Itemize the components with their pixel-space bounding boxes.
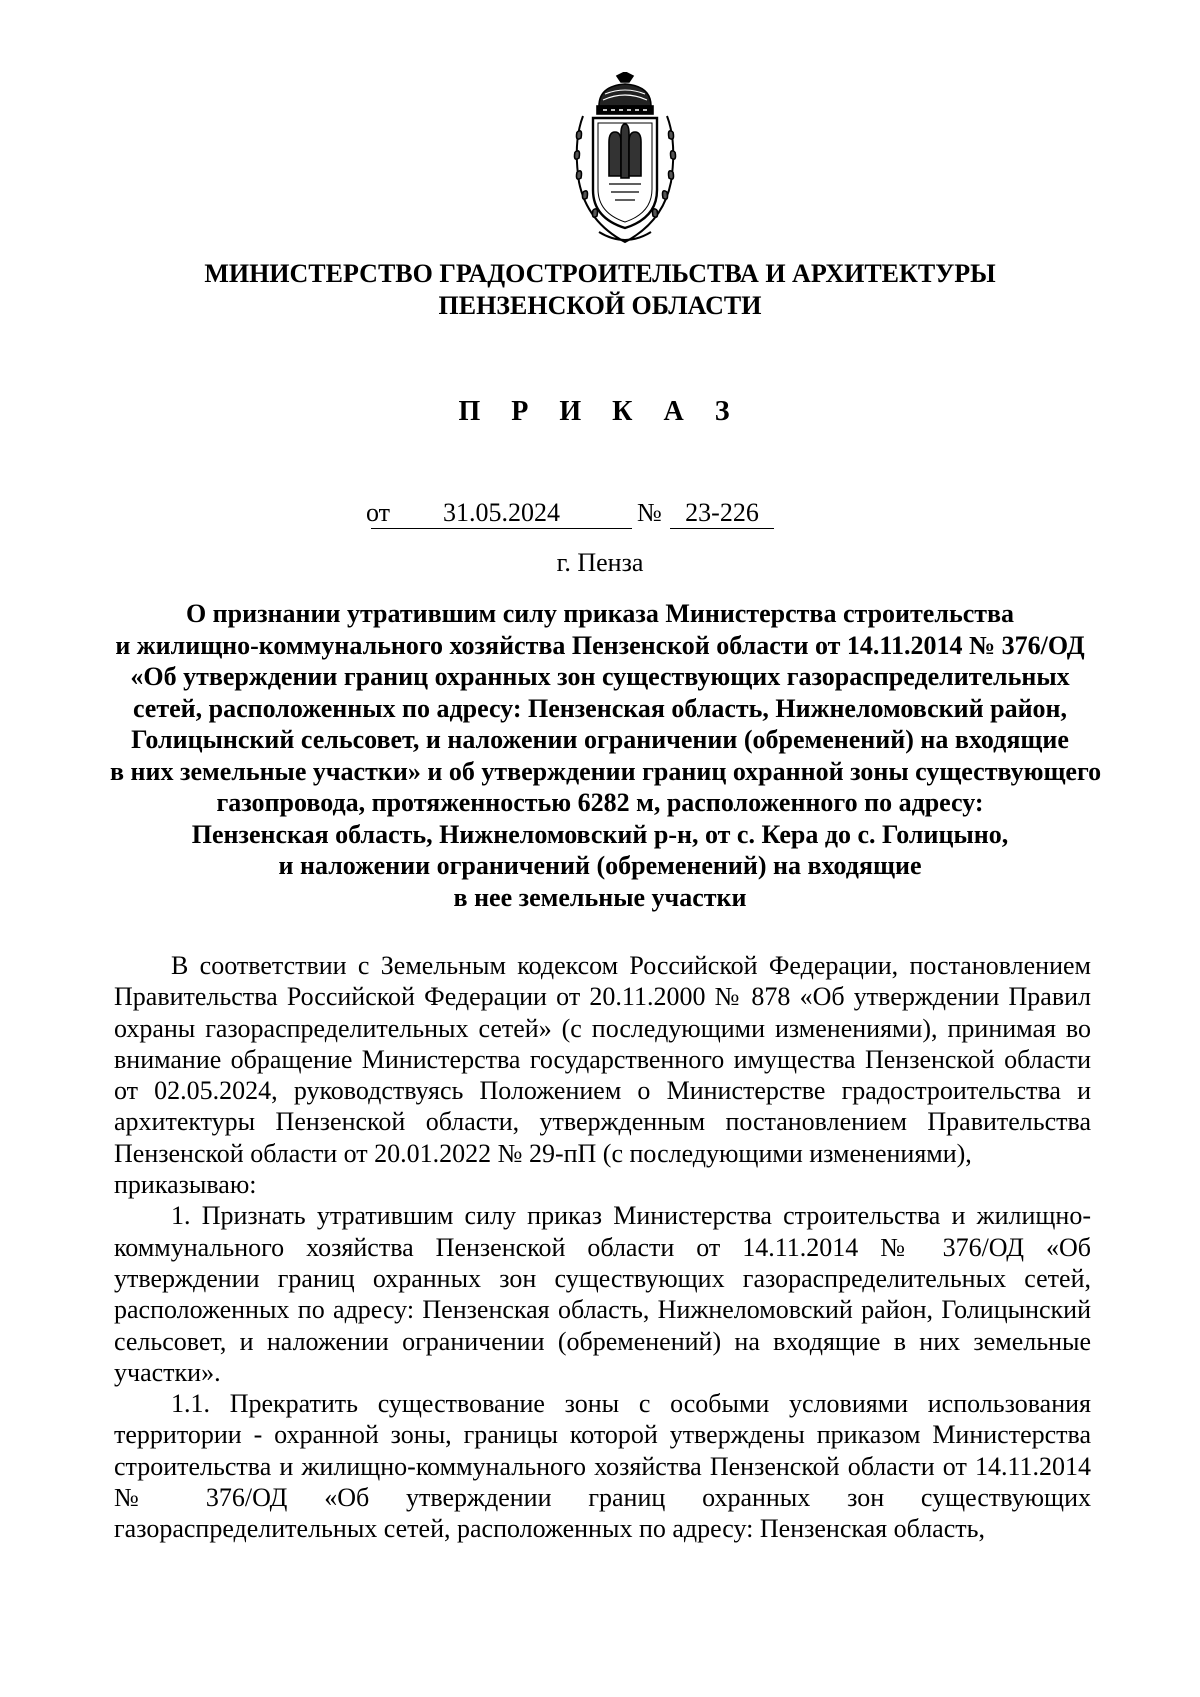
order-word: приказываю: [114,1170,257,1200]
ministry-name [100,258,1100,322]
order-city: г. Пенза [556,548,644,577]
title-line: и жилищно-коммунального хозяйства Пензенской области от 14.11.2014 № 376/ОД [115,630,1085,660]
ministry-name-line2: ПЕНЗЕНСКОЙ ОБЛАСТИ [438,291,762,320]
item-1-paragraph: 1. Признать утратившим силу приказ Министерства строительства и жилищно-коммунального хозяйства Пензенской области от 14.11.2014 № 376/ОД «Об утверждении границ охранных зон существующих газораспределительных сетей, расположенных по адресу: Пензенская область, Нижнеломовский район, Голицынский сельсовет, и наложении ограничении (обременений) на входящие в них земельные участки». [114,1201,1091,1387]
title-line: Пензенская область, Нижнеломовский р-н, от с. Кера до с. Голицыно, [191,819,1009,849]
date-label: от [366,498,391,527]
number-label: № [637,498,662,527]
title-line: «Об утверждении границ охранных зон существующих газораспределительных [130,662,1070,691]
title-line: в нее земельные участки [453,882,747,912]
preamble-paragraph: В соответствии с Земельным кодексом Российской Федерации, постановлением Правительства Российской Федерации от 20.11.2000 № 878 «Об утверждении Правил охраны газораспределительных сетей» (с последующими изменениями), принимая во внимание обращение Министерства государственного имущества Пензенской области от 02.05.2024, руководствуясь Положением о Министерстве градостроительства и архитектуры Пензенской области, утвержденным постановлением Правительства Пензенской области от 20.01.2022 № 29-пП (с последующими изменениями), [114,951,1091,1168]
item-1-1-paragraph: 1.1. Прекратить существование зоны с особыми условиями использования территории - охранной зоны, границы которой утверждены приказом Министерства строительства и жилищно-коммунального хозяйства Пензенской области от 14.11.2014 № 376/ОД «Об утверждении границ охранных зон существующих газораспределительных сетей, расположенных по адресу: Пензенская область, [114,1389,1091,1544]
document-title [110,598,1102,913]
order-number: 23-226 [670,498,774,529]
coat-of-arms-emblem [569,72,681,246]
title-line: Голицынский сельсовет, и наложении ограничении (обременений) на входящие [131,725,1069,754]
order-date: 31.05.2024 [371,498,632,529]
document-type-heading: П Р И К А З [458,396,742,427]
title-line: О признании утратившим силу приказа Министерства строительства [185,599,1015,628]
title-line: и наложении ограничений (обременений) на входящие [278,851,922,880]
title-line: газопровода, протяженностью 6282 м, расположенного по адресу: [216,788,984,817]
title-line: сетей, расположенных по адресу: Пензенская область, Нижнеломовский район, [132,693,1068,723]
ministry-name-line1: МИНИСТЕРСТВО ГРАДОСТРОИТЕЛЬСТВА И АРХИТЕКТУРЫ [204,259,996,288]
document-body [114,950,1091,1545]
title-line: в них земельные участки» и об утверждении границ охранной зоны существующего [110,756,1102,786]
